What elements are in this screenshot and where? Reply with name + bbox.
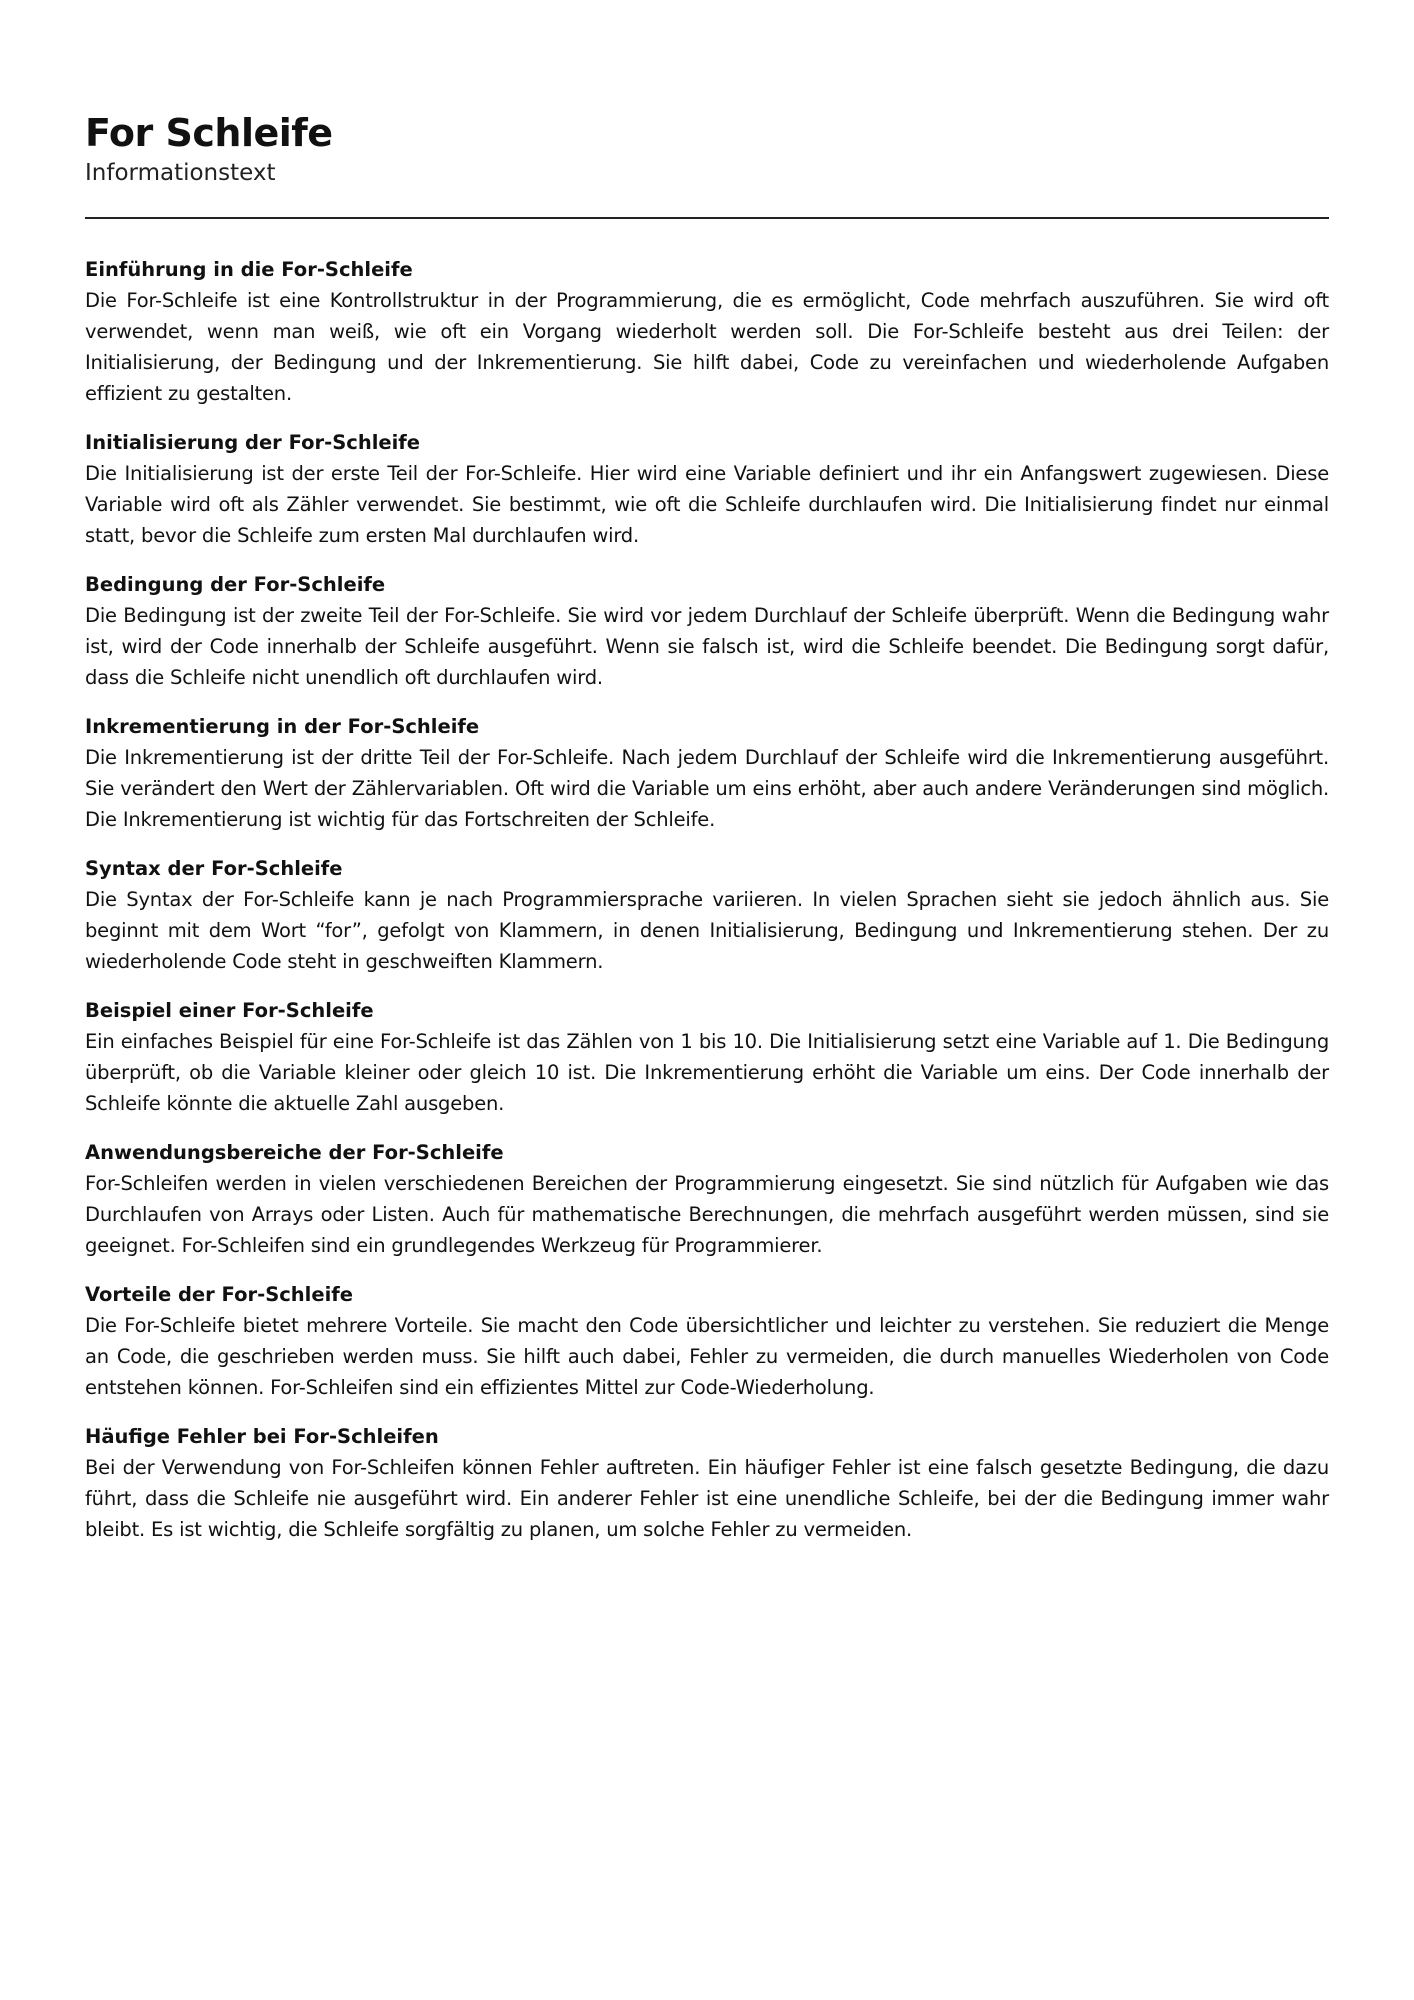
section-syntax	[85, 853, 1329, 977]
section-paragraph: Die Bedingung ist der zweite Teil der For-Schleife. Sie wird vor jedem Durchlauf der Schleife überprüft. Wenn die Bedingung wahr ist, wird der Code innerhalb der Schleife ausgeführt. Wenn sie falsch ist, wird die Schleife beendet. Die Bedingung sorgt dafür, dass die Schleife nicht unendlich oft durchlaufen wird.	[85, 604, 1329, 689]
page-subtitle: Informationstext	[85, 160, 276, 186]
section-bedingung	[85, 569, 1329, 693]
document-page	[85, 110, 1329, 1563]
section-heading: Einführung in die For-Schleife	[85, 258, 413, 281]
section-anwendungsbereiche	[85, 1137, 1329, 1261]
section-inkrementierung	[85, 711, 1329, 835]
section-haeufige-fehler	[85, 1421, 1329, 1545]
section-heading: Vorteile der For-Schleife	[85, 1283, 353, 1306]
section-paragraph: Die For-Schleife bietet mehrere Vorteile. Sie macht den Code übersichtlicher und leichter zu verstehen. Sie reduziert die Menge an Code, die geschrieben werden muss. Sie hilft auch dabei, Fehler zu vermeiden, die durch manuelles Wiederholen von Code entstehen können. For-Schleifen sind ein effizientes Mittel zur Code-Wiederholung.	[85, 1314, 1329, 1399]
document-body	[85, 254, 1329, 1545]
section-paragraph: For-Schleifen werden in vielen verschiedenen Bereichen der Programmierung eingesetzt. Sie sind nützlich für Aufgaben wie das Durchlaufen von Arrays oder Listen. Auch für mathematische Berechnungen, die mehrfach ausgeführt werden müssen, sind sie geeignet. For-Schleifen sind ein grundlegendes Werkzeug für Programmierer.	[85, 1172, 1329, 1257]
section-heading: Häufige Fehler bei For-Schleifen	[85, 1425, 439, 1448]
section-paragraph: Die Syntax der For-Schleife kann je nach Programmiersprache variieren. In vielen Sprachen sieht sie jedoch ähnlich aus. Sie beginnt mit dem Wort “for”, gefolgt von Klammern, in denen Initialisierung, Bedingung und Inkrementierung stehen. Der zu wiederholende Code steht in geschweiften Klammern.	[85, 888, 1329, 973]
section-paragraph: Die Inkrementierung ist der dritte Teil der For-Schleife. Nach jedem Durchlauf der Schleife wird die Inkrementierung ausgeführt. Sie verändert den Wert der Zählervariablen. Oft wird die Variable um eins erhöht, aber auch andere Veränderungen sind möglich. Die Inkrementierung ist wichtig für das Fortschreiten der Schleife.	[85, 746, 1329, 831]
title-divider	[85, 217, 1329, 219]
section-initialisierung	[85, 427, 1329, 551]
section-vorteile	[85, 1279, 1329, 1403]
section-heading: Anwendungsbereiche der For-Schleife	[85, 1141, 504, 1164]
section-paragraph: Die For-Schleife ist eine Kontrollstruktur in der Programmierung, die es ermöglicht, Code mehrfach auszuführen. Sie wird oft verwendet, wenn man weiß, wie oft ein Vorgang wiederholt werden soll. Die For-Schleife besteht aus drei Teilen: der Initialisierung, der Bedingung und der Inkrementierung. Sie hilft dabei, Code zu vereinfachen und wiederholende Aufgaben effizient zu gestalten.	[85, 289, 1329, 405]
section-paragraph: Ein einfaches Beispiel für eine For-Schleife ist das Zählen von 1 bis 10. Die Initialisierung setzt eine Variable auf 1. Die Bedingung überprüft, ob die Variable kleiner oder gleich 10 ist. Die Inkrementierung erhöht die Variable um eins. Der Code innerhalb der Schleife könnte die aktuelle Zahl ausgeben.	[85, 1030, 1329, 1115]
section-heading: Initialisierung der For-Schleife	[85, 431, 421, 454]
section-einfuehrung	[85, 254, 1329, 409]
section-beispiel	[85, 995, 1329, 1119]
section-paragraph: Die Initialisierung ist der erste Teil der For-Schleife. Hier wird eine Variable definiert und ihr ein Anfangswert zugewiesen. Diese Variable wird oft als Zähler verwendet. Sie bestimmt, wie oft die Schleife durchlaufen wird. Die Initialisierung findet nur einmal statt, bevor die Schleife zum ersten Mal durchlaufen wird.	[85, 462, 1329, 547]
section-heading: Inkrementierung in der For-Schleife	[85, 715, 480, 738]
section-paragraph: Bei der Verwendung von For-Schleifen können Fehler auftreten. Ein häufiger Fehler ist eine falsch gesetzte Bedingung, die dazu führt, dass die Schleife nie ausgeführt wird. Ein anderer Fehler ist eine unendliche Schleife, bei der die Bedingung immer wahr bleibt. Es ist wichtig, die Schleife sorgfältig zu planen, um solche Fehler zu vermeiden.	[85, 1456, 1329, 1541]
section-heading: Beispiel einer For-Schleife	[85, 999, 374, 1022]
section-heading: Bedingung der For-Schleife	[85, 573, 386, 596]
page-title: For Schleife	[85, 111, 333, 155]
section-heading: Syntax der For-Schleife	[85, 857, 343, 880]
